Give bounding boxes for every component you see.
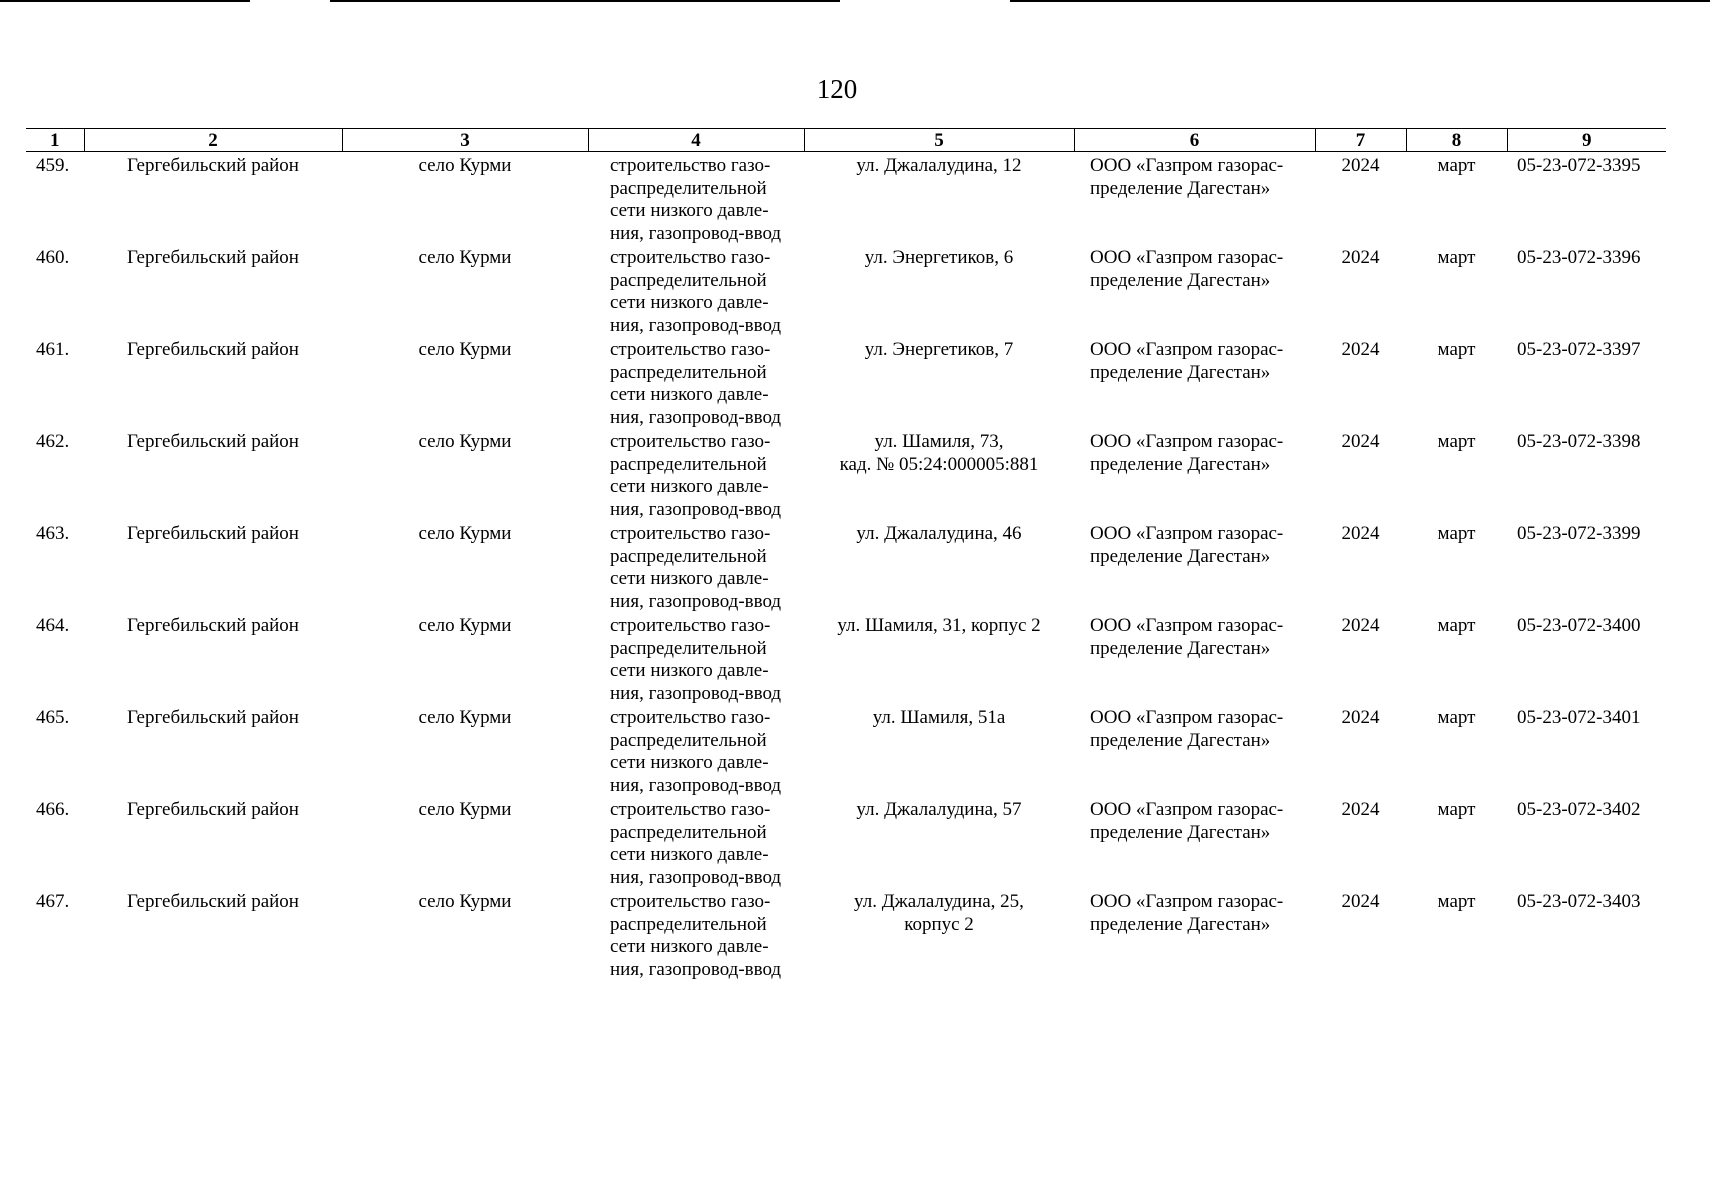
year-cell: 2024 <box>1341 615 1380 636</box>
table-row <box>26 799 1666 891</box>
organization-cell: ООО «Газпром газорас- пределение Дагестан» <box>1090 523 1284 567</box>
registry-code-cell: 05-23-072-3398 <box>1517 431 1641 452</box>
organization-cell: ООО «Газпром газорас- пределение Дагестан» <box>1090 707 1284 751</box>
column-number-row <box>26 129 1666 152</box>
work-description-cell: строительство газо- распределительной сети низкого давле- ния, газопровод-ввод <box>610 615 782 704</box>
month-cell: март <box>1437 799 1476 820</box>
month-cell: март <box>1437 523 1476 544</box>
registry-code-cell: 05-23-072-3397 <box>1517 339 1641 360</box>
address-cell: ул. Джалалудина, 57 <box>856 799 1022 820</box>
organization-cell: ООО «Газпром газорас- пределение Дагестан» <box>1090 339 1284 383</box>
address-cell: ул. Шамиля, 31, корпус 2 <box>837 615 1041 636</box>
column-header: 7 <box>1315 129 1406 152</box>
settlement-cell: село Курми <box>418 339 512 360</box>
scan-border-line <box>0 0 250 2</box>
year-cell: 2024 <box>1341 799 1380 820</box>
month-cell: март <box>1437 247 1476 268</box>
organization-cell: ООО «Газпром газорас- пределение Дагестан» <box>1090 431 1284 475</box>
registry-code-cell: 05-23-072-3402 <box>1517 799 1641 820</box>
row-number: 466. <box>36 799 70 820</box>
scan-border-line <box>1010 0 1710 2</box>
column-header: 4 <box>588 129 804 152</box>
column-header: 8 <box>1406 129 1507 152</box>
row-number: 459. <box>36 155 70 176</box>
work-description-cell: строительство газо- распределительной сети низкого давле- ния, газопровод-ввод <box>610 339 782 428</box>
district-cell: Гергебильский район <box>127 891 299 912</box>
address-cell: ул. Джалалудина, 46 <box>856 523 1022 544</box>
table-row <box>26 152 1666 248</box>
district-cell: Гергебильский район <box>127 247 299 268</box>
column-header: 5 <box>804 129 1074 152</box>
table-header <box>26 129 1666 152</box>
settlement-cell: село Курми <box>418 891 512 912</box>
row-number: 465. <box>36 707 70 728</box>
month-cell: март <box>1437 615 1476 636</box>
organization-cell: ООО «Газпром газорас- пределение Дагестан» <box>1090 615 1284 659</box>
column-header: 2 <box>84 129 342 152</box>
organization-cell: ООО «Газпром газорас- пределение Дагестан» <box>1090 155 1284 199</box>
page-number: 120 <box>816 74 858 104</box>
work-description-cell: строительство газо- распределительной сети низкого давле- ния, газопровод-ввод <box>610 799 782 888</box>
registry-code-cell: 05-23-072-3396 <box>1517 247 1641 268</box>
settlement-cell: село Курми <box>418 799 512 820</box>
district-cell: Гергебильский район <box>127 339 299 360</box>
month-cell: март <box>1437 339 1476 360</box>
work-description-cell: строительство газо- распределительной сети низкого давле- ния, газопровод-ввод <box>610 891 782 980</box>
district-cell: Гергебильский район <box>127 707 299 728</box>
table-row <box>26 615 1666 707</box>
district-cell: Гергебильский район <box>127 431 299 452</box>
work-description-cell: строительство газо- распределительной сети низкого давле- ния, газопровод-ввод <box>610 431 782 520</box>
column-header: 1 <box>26 129 84 152</box>
registry-code-cell: 05-23-072-3400 <box>1517 615 1641 636</box>
address-cell: ул. Джалалудина, 12 <box>856 155 1022 176</box>
organization-cell: ООО «Газпром газорас- пределение Дагестан» <box>1090 799 1284 843</box>
district-cell: Гергебильский район <box>127 523 299 544</box>
registry-code-cell: 05-23-072-3399 <box>1517 523 1641 544</box>
row-number: 464. <box>36 615 70 636</box>
table-row <box>26 707 1666 799</box>
settlement-cell: село Курми <box>418 523 512 544</box>
settlement-cell: село Курми <box>418 707 512 728</box>
year-cell: 2024 <box>1341 891 1380 912</box>
work-description-cell: строительство газо- распределительной сети низкого давле- ния, газопровод-ввод <box>610 523 782 612</box>
district-cell: Гергебильский район <box>127 155 299 176</box>
year-cell: 2024 <box>1341 339 1380 360</box>
work-description-cell: строительство газо- распределительной сети низкого давле- ния, газопровод-ввод <box>610 247 782 336</box>
column-header: 6 <box>1074 129 1315 152</box>
organization-cell: ООО «Газпром газорас- пределение Дагестан» <box>1090 247 1284 291</box>
settlement-cell: село Курми <box>418 615 512 636</box>
table-body <box>26 152 1666 984</box>
address-cell: ул. Джалалудина, 25, корпус 2 <box>854 891 1024 935</box>
table-row <box>26 523 1666 615</box>
year-cell: 2024 <box>1341 431 1380 452</box>
row-number: 463. <box>36 523 70 544</box>
table-row <box>26 431 1666 523</box>
month-cell: март <box>1437 155 1476 176</box>
month-cell: март <box>1437 707 1476 728</box>
registry-code-cell: 05-23-072-3403 <box>1517 891 1641 912</box>
year-cell: 2024 <box>1341 155 1380 176</box>
work-description-cell: строительство газо- распределительной сети низкого давле- ния, газопровод-ввод <box>610 155 782 244</box>
row-number: 460. <box>36 247 70 268</box>
registry-table <box>26 128 1666 983</box>
column-header: 9 <box>1507 129 1666 152</box>
organization-cell: ООО «Газпром газорас- пределение Дагестан» <box>1090 891 1284 935</box>
scan-border-line <box>330 0 840 2</box>
year-cell: 2024 <box>1341 707 1380 728</box>
row-number: 467. <box>36 891 70 912</box>
settlement-cell: село Курми <box>418 247 512 268</box>
settlement-cell: село Курми <box>418 431 512 452</box>
work-description-cell: строительство газо- распределительной сети низкого давле- ния, газопровод-ввод <box>610 707 782 796</box>
address-cell: ул. Энергетиков, 6 <box>864 247 1014 268</box>
address-cell: ул. Шамиля, 51а <box>872 707 1006 728</box>
table-row <box>26 339 1666 431</box>
address-cell: ул. Энергетиков, 7 <box>864 339 1014 360</box>
column-header: 3 <box>342 129 588 152</box>
settlement-cell: село Курми <box>418 155 512 176</box>
district-cell: Гергебильский район <box>127 615 299 636</box>
year-cell: 2024 <box>1341 523 1380 544</box>
month-cell: март <box>1437 891 1476 912</box>
registry-code-cell: 05-23-072-3395 <box>1517 155 1641 176</box>
table-row <box>26 891 1666 983</box>
year-cell: 2024 <box>1341 247 1380 268</box>
district-cell: Гергебильский район <box>127 799 299 820</box>
month-cell: март <box>1437 431 1476 452</box>
table-row <box>26 247 1666 339</box>
row-number: 462. <box>36 431 70 452</box>
registry-code-cell: 05-23-072-3401 <box>1517 707 1641 728</box>
address-cell: ул. Шамиля, 73, кад. № 05:24:000005:881 <box>839 431 1039 475</box>
row-number: 461. <box>36 339 70 360</box>
